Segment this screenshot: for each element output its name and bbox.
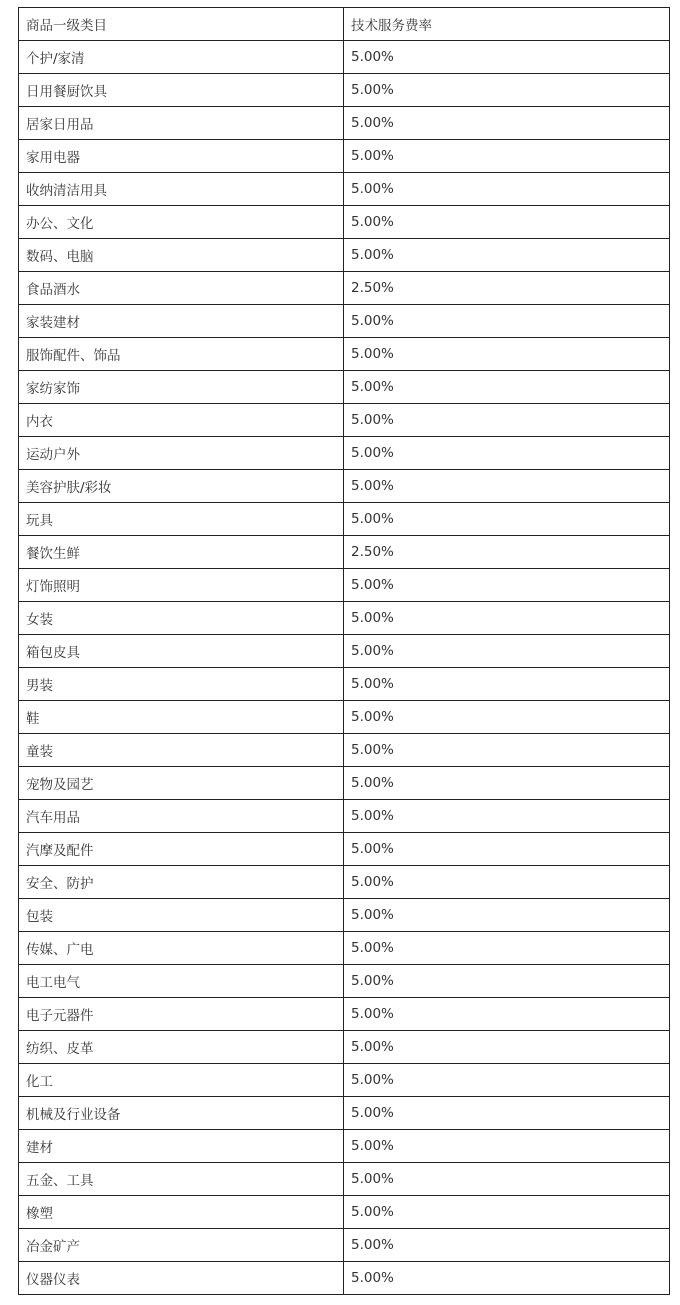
- fee-rate-cell: 5.00%: [344, 41, 670, 74]
- fee-rate-cell: 5.00%: [344, 932, 670, 965]
- table-row: [19, 338, 670, 371]
- header-fee-rate: 技术服务费率: [344, 8, 670, 41]
- category-cell: 机械及行业设备: [19, 1097, 344, 1130]
- fee-rate-cell: 5.00%: [344, 965, 670, 998]
- fee-rate-cell: 5.00%: [344, 470, 670, 503]
- table-row: [19, 437, 670, 470]
- fee-rate-cell: 5.00%: [344, 140, 670, 173]
- fee-rate-cell: 5.00%: [344, 503, 670, 536]
- fee-rate-cell: 5.00%: [344, 404, 670, 437]
- table-body: [19, 41, 670, 1295]
- fee-rate-cell: 5.00%: [344, 107, 670, 140]
- fee-rate-cell: 5.00%: [344, 899, 670, 932]
- category-cell: 餐饮生鲜: [19, 536, 344, 569]
- fee-rate-cell: 5.00%: [344, 239, 670, 272]
- fee-rate-cell: 5.00%: [344, 1196, 670, 1229]
- fee-rate-cell: 5.00%: [344, 767, 670, 800]
- table-row: [19, 140, 670, 173]
- fee-rate-cell: 5.00%: [344, 1031, 670, 1064]
- table-row: [19, 536, 670, 569]
- category-cell: 汽摩及配件: [19, 833, 344, 866]
- fee-rate-cell: 5.00%: [344, 437, 670, 470]
- table-row: [19, 74, 670, 107]
- category-cell: 传媒、广电: [19, 932, 344, 965]
- category-cell: 办公、文化: [19, 206, 344, 239]
- category-cell: 电子元器件: [19, 998, 344, 1031]
- table-row: [19, 1097, 670, 1130]
- category-cell: 玩具: [19, 503, 344, 536]
- table-row: [19, 470, 670, 503]
- table-row: [19, 1196, 670, 1229]
- category-cell: 电工电气: [19, 965, 344, 998]
- table-row: [19, 503, 670, 536]
- fee-rate-cell: 2.50%: [344, 272, 670, 305]
- fee-rate-cell: 5.00%: [344, 569, 670, 602]
- table-row: [19, 1163, 670, 1196]
- table-row: [19, 107, 670, 140]
- table-row: [19, 305, 670, 338]
- fee-rate-cell: 5.00%: [344, 668, 670, 701]
- fee-rate-cell: 5.00%: [344, 998, 670, 1031]
- category-cell: 收纳清洁用具: [19, 173, 344, 206]
- fee-rate-cell: 5.00%: [344, 866, 670, 899]
- fee-rate-cell: 5.00%: [344, 833, 670, 866]
- fee-rate-table-container: [18, 7, 669, 1295]
- category-cell: 宠物及园艺: [19, 767, 344, 800]
- table-row: [19, 1229, 670, 1262]
- category-cell: 冶金矿产: [19, 1229, 344, 1262]
- fee-rate-cell: 5.00%: [344, 635, 670, 668]
- category-cell: 箱包皮具: [19, 635, 344, 668]
- fee-rate-cell: 5.00%: [344, 1229, 670, 1262]
- table-row: [19, 1130, 670, 1163]
- table-row: [19, 833, 670, 866]
- category-cell: 运动户外: [19, 437, 344, 470]
- category-cell: 家装建材: [19, 305, 344, 338]
- fee-rate-cell: 5.00%: [344, 1130, 670, 1163]
- fee-rate-cell: 5.00%: [344, 1262, 670, 1295]
- table-row: [19, 404, 670, 437]
- table-row: [19, 173, 670, 206]
- fee-rate-cell: 5.00%: [344, 1163, 670, 1196]
- table-row: [19, 866, 670, 899]
- table-row: [19, 569, 670, 602]
- category-cell: 汽车用品: [19, 800, 344, 833]
- category-cell: 家用电器: [19, 140, 344, 173]
- table-row: [19, 767, 670, 800]
- category-cell: 食品酒水: [19, 272, 344, 305]
- fee-rate-cell: 2.50%: [344, 536, 670, 569]
- table-row: [19, 998, 670, 1031]
- category-cell: 灯饰照明: [19, 569, 344, 602]
- category-cell: 男装: [19, 668, 344, 701]
- category-cell: 日用餐厨饮具: [19, 74, 344, 107]
- fee-rate-cell: 5.00%: [344, 1064, 670, 1097]
- fee-rate-cell: 5.00%: [344, 371, 670, 404]
- category-cell: 安全、防护: [19, 866, 344, 899]
- fee-rate-cell: 5.00%: [344, 701, 670, 734]
- category-cell: 美容护肤/彩妆: [19, 470, 344, 503]
- table-row: [19, 899, 670, 932]
- table-row: [19, 272, 670, 305]
- category-cell: 包装: [19, 899, 344, 932]
- category-cell: 化工: [19, 1064, 344, 1097]
- category-cell: 建材: [19, 1130, 344, 1163]
- fee-rate-cell: 5.00%: [344, 305, 670, 338]
- fee-rate-cell: 5.00%: [344, 338, 670, 371]
- table-row: [19, 932, 670, 965]
- table-row: [19, 602, 670, 635]
- fee-rate-table: [18, 7, 670, 1295]
- table-row: [19, 635, 670, 668]
- fee-rate-cell: 5.00%: [344, 74, 670, 107]
- table-row: [19, 734, 670, 767]
- table-row: [19, 1031, 670, 1064]
- table-row: [19, 239, 670, 272]
- category-cell: 纺织、皮革: [19, 1031, 344, 1064]
- category-cell: 个护/家清: [19, 41, 344, 74]
- fee-rate-cell: 5.00%: [344, 734, 670, 767]
- fee-rate-cell: 5.00%: [344, 173, 670, 206]
- fee-rate-cell: 5.00%: [344, 602, 670, 635]
- header-category: 商品一级类目: [19, 8, 344, 41]
- fee-rate-cell: 5.00%: [344, 1097, 670, 1130]
- table-row: [19, 206, 670, 239]
- category-cell: 女装: [19, 602, 344, 635]
- category-cell: 家纺家饰: [19, 371, 344, 404]
- category-cell: 橡塑: [19, 1196, 344, 1229]
- table-row: [19, 41, 670, 74]
- category-cell: 服饰配件、饰品: [19, 338, 344, 371]
- table-row: [19, 1064, 670, 1097]
- table-row: [19, 701, 670, 734]
- category-cell: 数码、电脑: [19, 239, 344, 272]
- category-cell: 内衣: [19, 404, 344, 437]
- table-row: [19, 668, 670, 701]
- table-row: [19, 965, 670, 998]
- category-cell: 仪器仪表: [19, 1262, 344, 1295]
- fee-rate-cell: 5.00%: [344, 800, 670, 833]
- table-row: [19, 371, 670, 404]
- category-cell: 五金、工具: [19, 1163, 344, 1196]
- category-cell: 童装: [19, 734, 344, 767]
- fee-rate-cell: 5.00%: [344, 206, 670, 239]
- table-row: [19, 800, 670, 833]
- category-cell: 鞋: [19, 701, 344, 734]
- table-row: [19, 1262, 670, 1295]
- table-header-row: [19, 8, 670, 41]
- category-cell: 居家日用品: [19, 107, 344, 140]
